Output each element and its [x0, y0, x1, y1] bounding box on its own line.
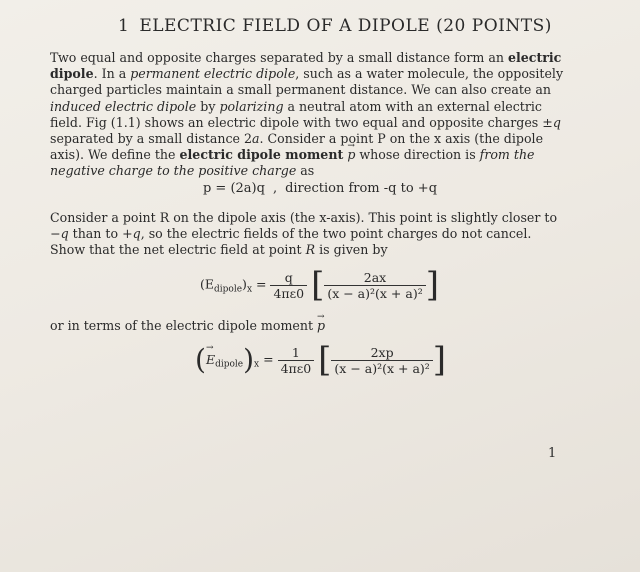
- dipole-moment-definition: p = (2a)q , direction from -q to +q: [202, 181, 438, 196]
- section-number: 1: [118, 16, 130, 36]
- section-heading: [118, 16, 552, 36]
- paragraph-intro: Two equal and opposite charges separated by a small distance form an electric dipole. In a permanent electric dipole, such as a water molecule, the oppositely charged particles maintain a small permanent distance. We can also create an induced electric dipole by polarizing a neutral atom with an external electric field. Fig (1.1) shows an electric dipole with two equal and opposite charges ±q separated by a small distance 2a. Consider a point P on the x axis (the dipole axis). We define the electric dipole moment → p whose direction is from the negative charge to the positive charge as: [50, 50, 570, 180]
- equation-field-charge: $(E_{dipole})_x$ = $\frac{q}{4\pi\varepsilon 0}$ [ $\frac{2ax}{\text{(x − a)²(x + a)²}}$ ]: [200, 265, 439, 305]
- term-dipole-moment: electric dipole moment: [179, 147, 344, 163]
- page-number: 1: [548, 446, 557, 461]
- term-electric-dipole: electric dipole: [50, 50, 562, 82]
- term-induced-dipole: induced electric dipole: [50, 98, 197, 114]
- definition-rhs: direction from -q to +q: [285, 181, 438, 196]
- term-permanent-dipole: permanent electric dipole: [130, 66, 296, 82]
- section-title: ELECTRIC FIELD OF A DIPOLE (20 POINTS): [139, 16, 552, 36]
- paragraph-moment: or in terms of the electric dipole moment → p: [50, 318, 570, 334]
- definition-lhs: p = (2a)q: [202, 181, 265, 196]
- equation-field-moment: (→ $E_{dipole})_x$ = $\frac{1}{4\pi\varepsilon 0}$ [ $\frac{2xp}{\text{(x − a)²(x + a)²}}$ ]: [195, 343, 446, 377]
- paragraph-point-r: Consider a point R on the dipole axis (the x-axis). This point is slightly closer to −q than to +q, so the electric fields of the two point charges do not cancel. Show that the net electric field at point R is given by: [50, 210, 558, 258]
